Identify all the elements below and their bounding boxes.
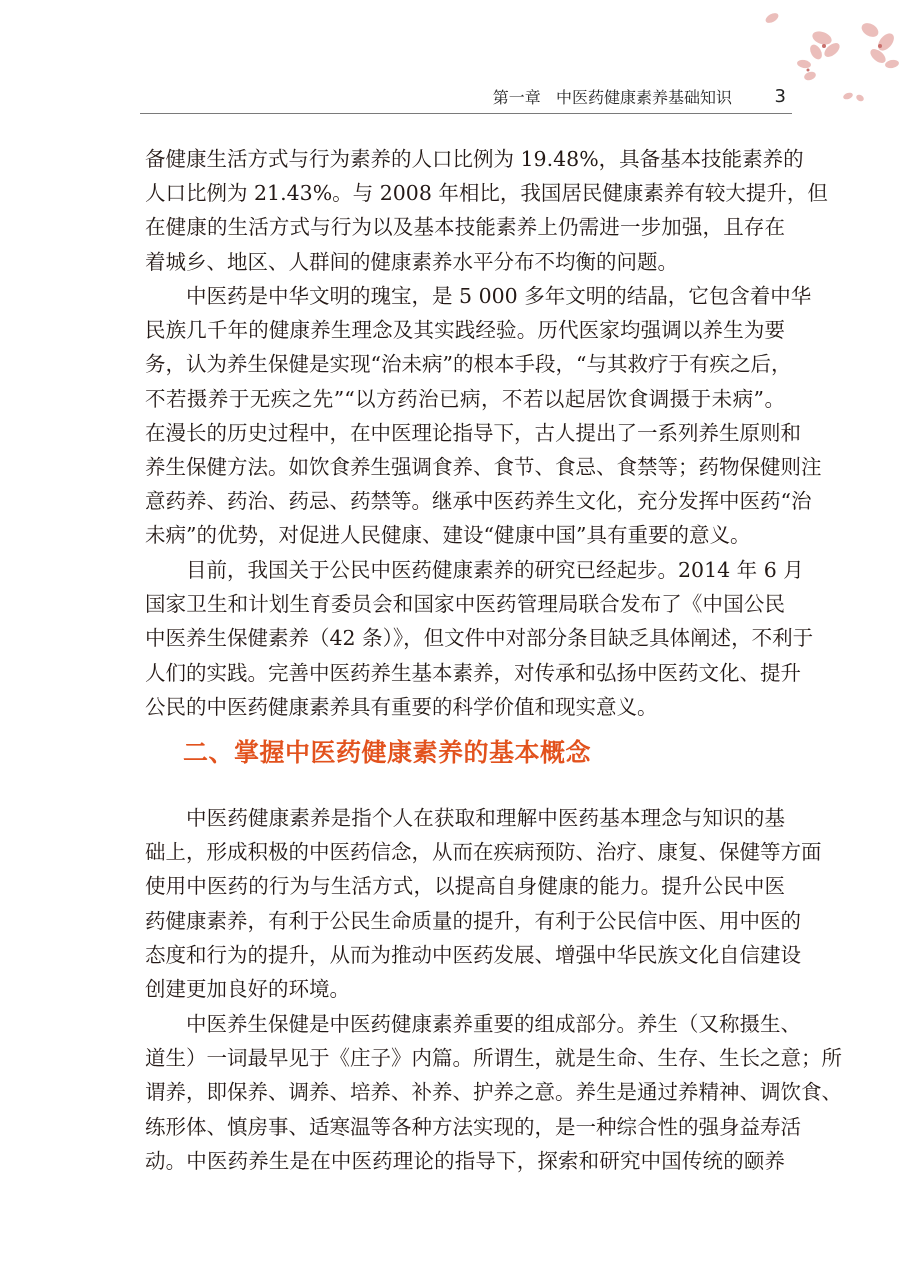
text-line: 人们的实践。完善中医药养生基本素养，对传承和弘扬中医药文化、提升 xyxy=(145,660,801,685)
text-line: 未病”的优势，对促进人民健康、建设“健康中国”具有重要的意义。 xyxy=(145,523,751,548)
text-line: 中医药健康素养是指个人在获取和理解中医药基本理念与知识的基 xyxy=(186,806,785,830)
text-line: 中医养生保健是中医药健康素养重要的组成部分。养生（又称摄生、 xyxy=(186,1012,801,1036)
text-line: 务，认为养生保健是实现“治未病”的根本手段，“与其救疗于有疾之后， xyxy=(145,352,792,377)
text-line: 道生）一词最早见于《庄子》内篇。所谓生，就是生命、生存、生长之意；所 xyxy=(145,1046,842,1071)
text-line: 国家卫生和计划生育委员会和国家中医药管理局联合发布了《中国公民 xyxy=(145,592,785,617)
text-line: 公民的中医药健康素养具有重要的科学价值和现实意义。 xyxy=(145,694,658,719)
paragraph-literacy-statistics xyxy=(145,142,828,279)
text-line: 动。中医药养生是在中医药理论的指导下，探索和研究中国传统的颐养 xyxy=(145,1148,785,1173)
text-line: 民族几千年的健康养生理念及其实践经验。历代医家均强调以养生为要 xyxy=(145,318,785,343)
page-number: 3 xyxy=(774,86,786,107)
text-line: 养生保健方法。如饮食养生强调食养、食节、食忌、食禁等；药物保健则注 xyxy=(145,454,822,479)
text-line: 础上，形成积极的中医药信念，从而在疾病预防、治疗、康复、保健等方面 xyxy=(145,840,822,865)
section-heading: 二、掌握中医药健康素养的基本概念 xyxy=(183,738,592,767)
text-line: 态度和行为的提升，从而为推动中医药发展、增强中华民族文化自信建设 xyxy=(145,942,801,967)
text-line: 使用中医药的行为与生活方式，以提高自身健康的能力。提升公民中医 xyxy=(145,874,785,899)
text-line: 中医药是中华文明的瑰宝，是 5 000 多年文明的结晶，它包含着中华 xyxy=(186,284,812,308)
text-line: 人口比例为 21.43%。与 2008 年相比，我国居民健康素养有较大提升，但 xyxy=(145,181,828,206)
paragraph-health-preservation xyxy=(145,1007,842,1178)
text-line: 中医养生保健素养（42 条）》，但文件中对部分条目缺乏具体阐述，不利于 xyxy=(145,626,814,651)
chapter-title: 第一章 中医药健康素养基础知识 xyxy=(492,88,732,107)
paragraph-literacy-definition xyxy=(145,801,822,1006)
text-line: 药健康素养，有利于公民生命质量的提升，有利于公民信中医、用中医的 xyxy=(145,908,801,933)
paragraph-current-research xyxy=(145,553,814,724)
text-line: 不若摄养于无疾之先”“以方药治已病，不若以起居饮食调摄于未病”。 xyxy=(145,386,785,411)
text-line: 着城乡、地区、人群间的健康素养水平分布不均衡的问题。 xyxy=(145,249,678,274)
text-line: 意药养、药治、药忌、药禁等。继承中医药养生文化，充分发挥中医药“治 xyxy=(145,489,812,514)
text-line: 在健康的生活方式与行为以及基本技能素养上仍需进一步加强，且存在 xyxy=(145,215,785,240)
text-line: 练形体、慎房事、适寒温等各种方法实现的，是一种综合性的强身益寿活 xyxy=(145,1114,801,1139)
text-line: 备健康生活方式与行为素养的人口比例为 19.48%，具备基本技能素养的 xyxy=(145,147,804,171)
text-line: 创建更加良好的环境。 xyxy=(145,976,350,1001)
text-line: 谓养，即保养、调养、培养、补养、护养之意。养生是通过养精神、调饮食、 xyxy=(145,1080,842,1105)
paragraph-tcm-treasure xyxy=(145,279,822,553)
text-line: 目前，我国关于公民中医药健康素养的研究已经起步。2014 年 6 月 xyxy=(186,558,804,582)
text-line: 在漫长的历史过程中，在中医理论指导下，古人提出了一系列养生原则和 xyxy=(145,420,801,445)
running-header xyxy=(140,87,792,114)
